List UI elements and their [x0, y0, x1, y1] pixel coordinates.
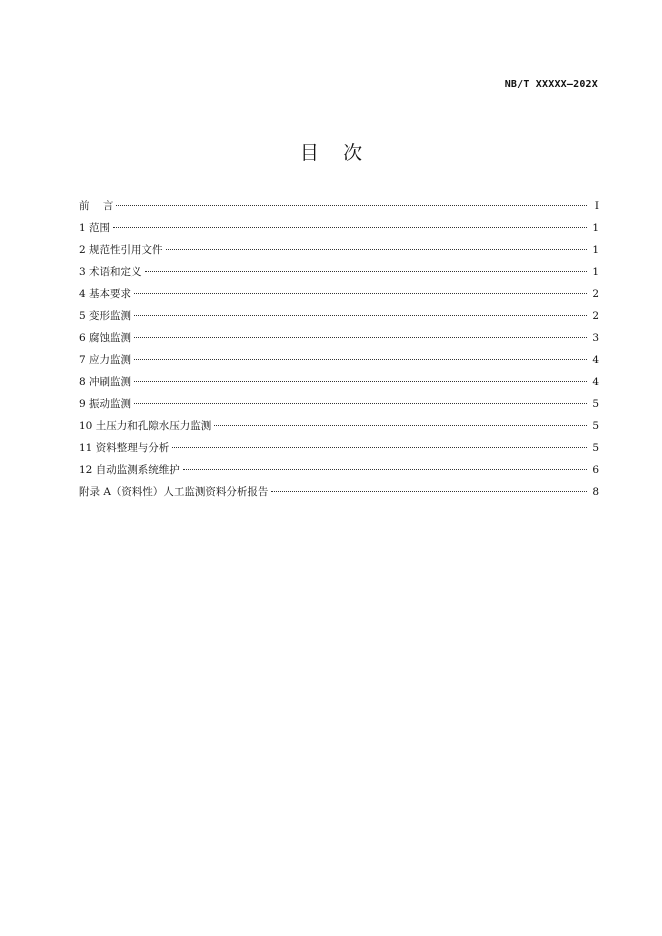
toc-entry-label: 11 资料整理与分析	[79, 442, 170, 454]
toc-entry-2[interactable]	[79, 242, 599, 264]
page-title: 目 次	[299, 142, 363, 164]
toc-entry-7[interactable]	[79, 352, 599, 374]
table-of-contents	[79, 198, 599, 506]
toc-entry-label: 前 言	[79, 200, 114, 212]
toc-entry-label: 8 冲刷监测	[79, 376, 132, 388]
toc-entry-label: 1 范围	[79, 222, 111, 234]
toc-entry-foreword[interactable]	[79, 198, 599, 220]
dot-leader	[116, 205, 587, 206]
dot-leader	[183, 469, 587, 470]
toc-entry-12[interactable]	[79, 462, 599, 484]
dot-leader	[271, 491, 587, 492]
toc-entry-label: 7 应力监测	[79, 354, 132, 366]
toc-entry-page: I	[594, 200, 599, 212]
toc-entry-page: 6	[592, 464, 599, 476]
dot-leader	[166, 249, 587, 250]
toc-entry-page: 5	[592, 442, 599, 454]
toc-entry-page: 8	[592, 486, 599, 498]
toc-entry-label: 2 规范性引用文件	[79, 244, 163, 256]
toc-entry-5[interactable]	[79, 308, 599, 330]
toc-entry-appendix-a[interactable]	[79, 484, 599, 506]
toc-entry-page: 5	[592, 420, 599, 432]
toc-entry-4[interactable]	[79, 286, 599, 308]
toc-entry-label: 10 土压力和孔隙水压力监测	[79, 420, 212, 432]
toc-entry-label: 4 基本要求	[79, 288, 132, 300]
toc-entry-page: 2	[592, 310, 599, 322]
dot-leader	[214, 425, 587, 426]
toc-entry-10[interactable]	[79, 418, 599, 440]
toc-entry-label: 5 变形监测	[79, 310, 132, 322]
toc-entry-label: 6 腐蚀监测	[79, 332, 132, 344]
dot-leader	[134, 381, 587, 382]
dot-leader	[134, 337, 587, 338]
toc-entry-1[interactable]	[79, 220, 599, 242]
toc-entry-page: 3	[592, 332, 599, 344]
toc-entry-page: 2	[592, 288, 599, 300]
dot-leader	[134, 403, 587, 404]
dot-leader	[145, 271, 587, 272]
toc-entry-label: 附录 A（资料性）人工监测资料分析报告	[79, 486, 269, 498]
toc-entry-page: 4	[592, 354, 599, 366]
toc-entry-8[interactable]	[79, 374, 599, 396]
dot-leader	[113, 227, 587, 228]
dot-leader	[134, 315, 587, 316]
toc-entry-11[interactable]	[79, 440, 599, 462]
toc-entry-9[interactable]	[79, 396, 599, 418]
toc-entry-label: 9 振动监测	[79, 398, 132, 410]
toc-entry-page: 4	[592, 376, 599, 388]
toc-entry-page: 5	[592, 398, 599, 410]
dot-leader	[134, 293, 587, 294]
toc-entry-page: 1	[592, 266, 599, 278]
toc-entry-3[interactable]	[79, 264, 599, 286]
dot-leader	[134, 359, 587, 360]
toc-entry-label: 12 自动监测系统维护	[79, 464, 180, 476]
toc-entry-6[interactable]	[79, 330, 599, 352]
toc-entry-label: 3 术语和定义	[79, 266, 142, 278]
toc-entry-page: 1	[592, 244, 599, 256]
document-code: NB/T XXXXX—202X	[504, 79, 598, 90]
dot-leader	[172, 447, 587, 448]
toc-entry-page: 1	[592, 222, 599, 234]
